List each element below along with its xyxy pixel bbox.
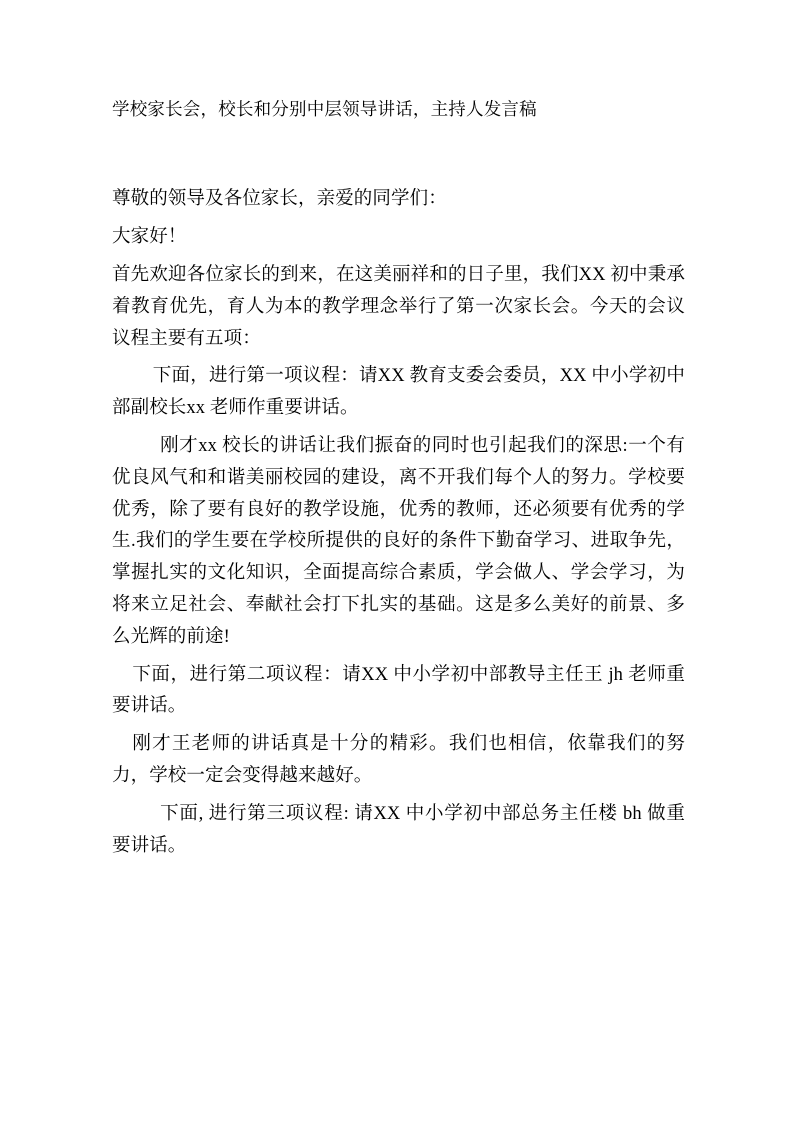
document-body	[112, 96, 685, 863]
paragraph-salutation: 尊敬的领导及各位家长，亲爱的同学们：	[112, 189, 447, 210]
paragraph-intro: 首先欢迎各位家长的到来，在这美丽祥和的日子里，我们XX 初中秉承着教育优先，育人为本的教学理念举行了第一次家长会。今天的会议议程主要有五项：	[112, 264, 685, 349]
paragraph-comment-principal: 刚才xx 校长的讲话让我们振奋的同时也引起我们的深思:一个有优良风气和和谐美丽校园的建设，离不开我们每个人的努力。学校要优秀，除了要有良好的教学设施，优秀的教师，还必须要有优秀的学生.我们的学生要在学校所提供的良好的条件下勤奋学习、进取争先，掌握扎实的文化知识，全面提高综合素质，学会做人、学会学习，为将来立足社会、奉献社会打下扎实的基础。这是多么美好的前景、多么光辉的前途!	[112, 435, 685, 647]
paragraph-agenda-item-2: 下面，进行第二项议程：请XX 中小学初中部教导主任王 jh 老师重要讲话。	[112, 664, 685, 717]
paragraph-comment-teacher-wang: 刚才王老师的讲话真是十分的精彩。我们也相信，依靠我们的努力，学校一定会变得越来越好。	[112, 734, 685, 787]
paragraph-greeting: 大家好！	[112, 227, 187, 248]
page-title: 学校家长会，校长和分别中层领导讲话，主持人发言稿	[112, 99, 537, 119]
paragraph-agenda-item-3: 下面, 进行第三项议程: 请XX 中小学初中部总务主任楼 bh 做重要讲话。	[112, 803, 685, 856]
paragraph-agenda-item-1: 下面，进行第一项议程：请XX 教育支委会委员，XX 中小学初中部副校长xx 老师作重要讲话。	[112, 366, 685, 419]
